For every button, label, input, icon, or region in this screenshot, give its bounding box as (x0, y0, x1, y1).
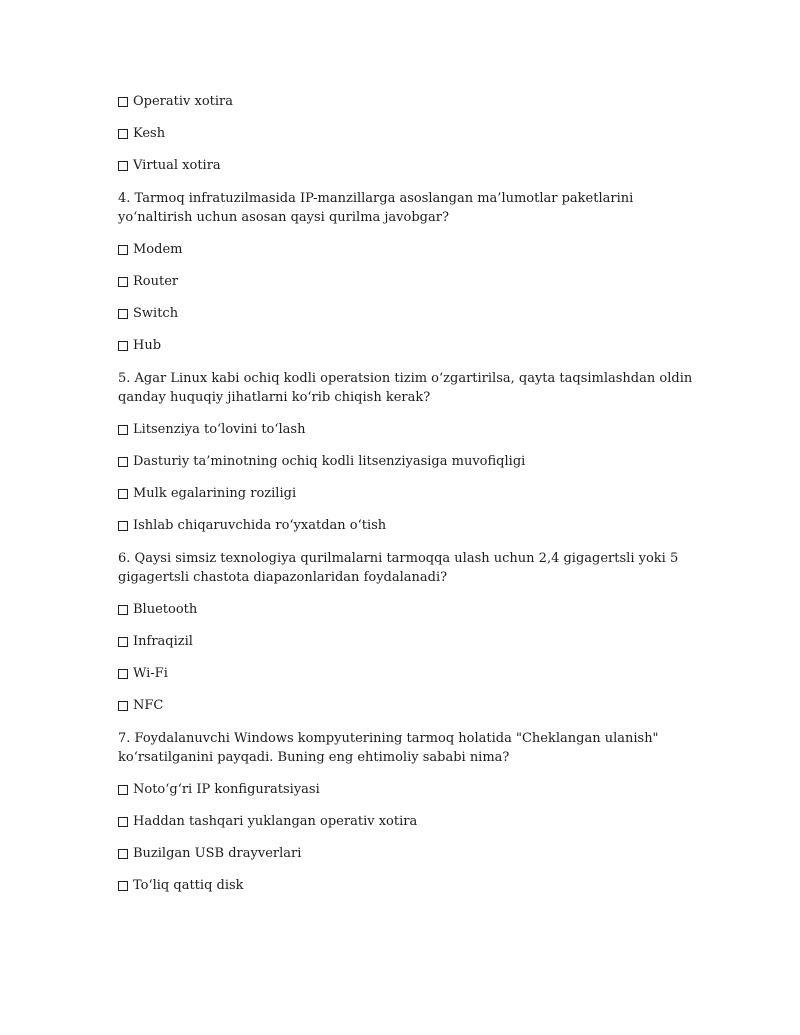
option-label: Buzilgan USB drayverlari (133, 846, 302, 861)
question-text: 7. Foydalanuvchi Windows kompyuterining tarmoq holatida "Cheklangan ulanish" ko‘rsatilganini payqadi. Buning eng ehtimoliy sababi nima? (118, 731, 659, 765)
option-item (118, 452, 698, 472)
option-item (118, 336, 698, 356)
option-item (118, 664, 698, 684)
checkbox-icon[interactable] (118, 849, 128, 859)
checkbox-icon[interactable] (118, 161, 128, 171)
option-label: Litsenziya to‘lovini to‘lash (133, 422, 306, 437)
option-item (118, 812, 698, 832)
checkbox-icon[interactable] (118, 457, 128, 467)
option-item (118, 124, 698, 144)
option-item (118, 304, 698, 324)
option-item (118, 780, 698, 800)
option-label: Switch (133, 306, 179, 321)
option-item (118, 600, 698, 620)
checkbox-icon[interactable] (118, 521, 128, 531)
option-label: Noto‘g‘ri IP konfiguratsiyasi (133, 782, 320, 797)
checkbox-icon[interactable] (118, 881, 128, 891)
option-item (118, 516, 698, 536)
checkbox-icon[interactable] (118, 817, 128, 827)
option-label: Dasturiy ta’minotning ochiq kodli litsenziyasiga muvofiqligi (133, 454, 526, 469)
option-label: NFC (133, 698, 164, 713)
option-label: Infraqizil (133, 634, 193, 649)
option-item (118, 484, 698, 504)
checkbox-icon[interactable] (118, 425, 128, 435)
checkbox-icon[interactable] (118, 277, 128, 287)
option-label: Bluetooth (133, 602, 198, 617)
checkbox-icon[interactable] (118, 97, 128, 107)
option-label: Router (133, 274, 179, 289)
checkbox-icon[interactable] (118, 245, 128, 255)
checkbox-icon[interactable] (118, 605, 128, 615)
option-label: Modem (133, 242, 183, 257)
option-item (118, 420, 698, 440)
option-label: To‘liq qattiq disk (133, 878, 244, 893)
question-text: 5. Agar Linux kabi ochiq kodli operatsion tizim o‘zgartirilsa, qayta taqsimlashdan oldin qanday huquqiy jihatlarni ko‘rib chiqish kerak? (118, 371, 693, 405)
checkbox-icon[interactable] (118, 129, 128, 139)
checkbox-icon[interactable] (118, 489, 128, 499)
checkbox-icon[interactable] (118, 669, 128, 679)
option-label: Virtual xotira (133, 158, 221, 173)
checkbox-icon[interactable] (118, 701, 128, 711)
option-item (118, 272, 698, 292)
option-item (118, 844, 698, 864)
option-label: Mulk egalarining roziligi (133, 486, 297, 501)
question-text: 6. Qaysi simsiz texnologiya qurilmalarni tarmoqqa ulash uchun 2,4 gigagertsli yoki 5 gigagertsli chastota diapazonlaridan foydalanadi? (118, 551, 679, 585)
checkbox-icon[interactable] (118, 341, 128, 351)
option-label: Operativ xotira (133, 94, 234, 109)
option-item (118, 156, 698, 176)
option-label: Kesh (133, 126, 166, 141)
checkbox-icon[interactable] (118, 637, 128, 647)
option-item (118, 696, 698, 716)
checkbox-icon[interactable] (118, 309, 128, 319)
option-item (118, 92, 698, 112)
quiz-page (118, 92, 698, 908)
option-label: Haddan tashqari yuklangan operativ xotira (133, 814, 418, 829)
option-item (118, 240, 698, 260)
question-text: 4. Tarmoq infratuzilmasida IP-manzillarga asoslangan ma’lumotlar paketlarini yo‘naltirish uchun asosan qaysi qurilma javobgar? (118, 191, 634, 225)
option-item (118, 876, 698, 896)
option-label: Ishlab chiqaruvchida ro‘yxatdan o‘tish (133, 518, 387, 533)
checkbox-icon[interactable] (118, 785, 128, 795)
option-label: Wi-Fi (133, 666, 168, 681)
option-item (118, 632, 698, 652)
option-label: Hub (133, 338, 162, 353)
